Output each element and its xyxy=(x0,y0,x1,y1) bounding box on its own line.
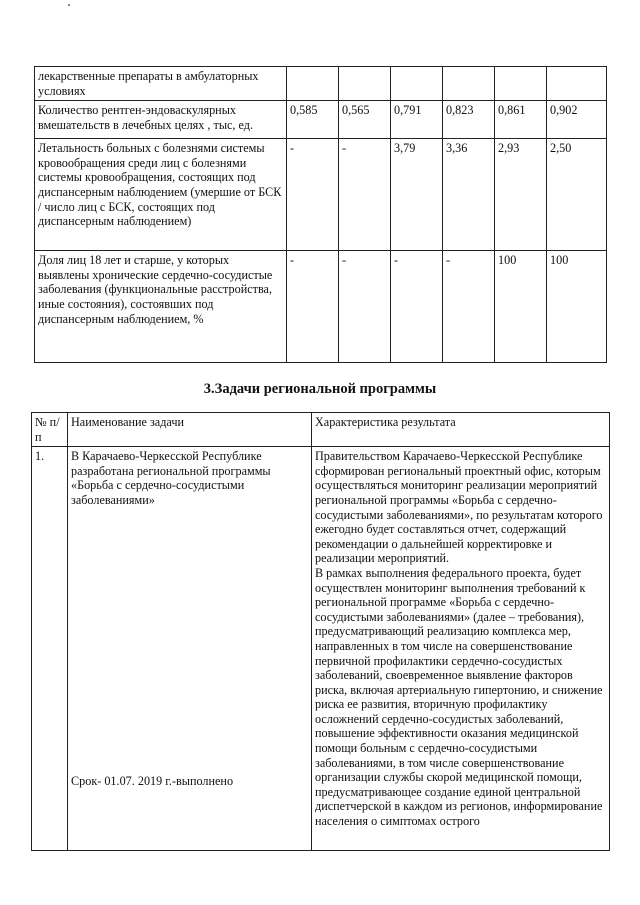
indicator-value: - xyxy=(287,139,339,251)
table-row xyxy=(35,67,607,101)
indicator-value: - xyxy=(339,251,391,363)
task-cell xyxy=(68,447,312,851)
indicator-value: 2,50 xyxy=(547,139,607,251)
task-number: 1. xyxy=(32,447,68,851)
table-row xyxy=(35,251,607,363)
indicator-label: Количество рентген-эндоваскулярных вмешательств в лечебных целях , тыс, ед. xyxy=(35,101,287,139)
indicator-value: 100 xyxy=(547,251,607,363)
task-result: Правительством Карачаево-Черкесской Республике сформирован региональный проектный офис, которым осуществляться мониторинг реализации мероприятий региональной программы «Борьба с сердечно-сосудистыми заболеваниями», по результатам которого ежегодно будет составляться отчет, содержащий рекомендации о дальнейшей корректировке и реализации мероприятий. В рамках выполнения федерального проекта, будет осуществлен мониторинг выполнения требований к региональной программе «Борьба с сердечно-сосудистыми заболеваниями» (далее – требования), предусматривающий реализацию комплекса мер, направленных в том числе на совершенствование первичной профилактики сердечно-сосудистых заболеваний, своевременное выявление факторов риска, включая артериальную гипертонию, и снижение риска ее развития, вторичную профилактику осложнений сердечно-сосудистых заболеваний, повышение эффективности оказания медицинской помощи больным с сердечно-сосудистыми заболеваниями, в том числе совершенствование организации службы скорой медицинской помощи, предусматривающее создание единой центральной диспетчерской в каждом из регионов, информирование населения о симптомах острого xyxy=(312,447,610,851)
section-title: 3.Задачи региональной программы xyxy=(203,381,437,397)
header-number: № п/п xyxy=(32,413,68,447)
indicator-value: 100 xyxy=(495,251,547,363)
indicator-value: - xyxy=(287,251,339,363)
indicator-value: 0,585 xyxy=(287,101,339,139)
task-name: В Карачаево-Черкесской Республике разработана региональной программы «Борьба с сердечно-сосудистыми заболеваниями» xyxy=(71,449,271,507)
table-header-row xyxy=(32,413,610,447)
scan-dot xyxy=(68,4,70,6)
indicator-value: 3,36 xyxy=(443,139,495,251)
indicator-value xyxy=(443,67,495,101)
indicator-value xyxy=(287,67,339,101)
indicator-label: Доля лиц 18 лет и старше, у которых выявлены хронические сердечно-сосудистые заболевания (функциональные расстройства, иные состояния), состоявших под диспансерным наблюдением, % xyxy=(35,251,287,363)
table-row xyxy=(35,139,607,251)
indicator-value: 0,823 xyxy=(443,101,495,139)
indicator-value xyxy=(495,67,547,101)
indicator-label: Летальность больных с болезнями системы кровообращения среди лиц с болезнями системы кровообращения, состоящих под диспансерным наблюдением (умершие от БСК / число лиц с БСК, состоящих под диспансерным наблюдением) xyxy=(35,139,287,251)
indicator-value: 0,565 xyxy=(339,101,391,139)
table-row xyxy=(32,447,610,851)
indicators-table xyxy=(34,66,607,363)
indicator-value: - xyxy=(339,139,391,251)
task-deadline: Срок- 01.07. 2019 г.-выполнено xyxy=(71,774,234,789)
indicator-value: - xyxy=(443,251,495,363)
indicator-value xyxy=(547,67,607,101)
tasks-table xyxy=(31,412,610,851)
indicator-value: 2,93 xyxy=(495,139,547,251)
indicator-value: - xyxy=(391,251,443,363)
table-row xyxy=(35,101,607,139)
header-result: Характеристика результата xyxy=(312,413,610,447)
indicator-label: лекарственные препараты в амбулаторных условиях xyxy=(35,67,287,101)
indicator-value: 3,79 xyxy=(391,139,443,251)
indicator-value: 0,861 xyxy=(495,101,547,139)
indicator-value xyxy=(339,67,391,101)
indicator-value xyxy=(391,67,443,101)
header-task: Наименование задачи xyxy=(68,413,312,447)
indicator-value: 0,791 xyxy=(391,101,443,139)
indicator-value: 0,902 xyxy=(547,101,607,139)
